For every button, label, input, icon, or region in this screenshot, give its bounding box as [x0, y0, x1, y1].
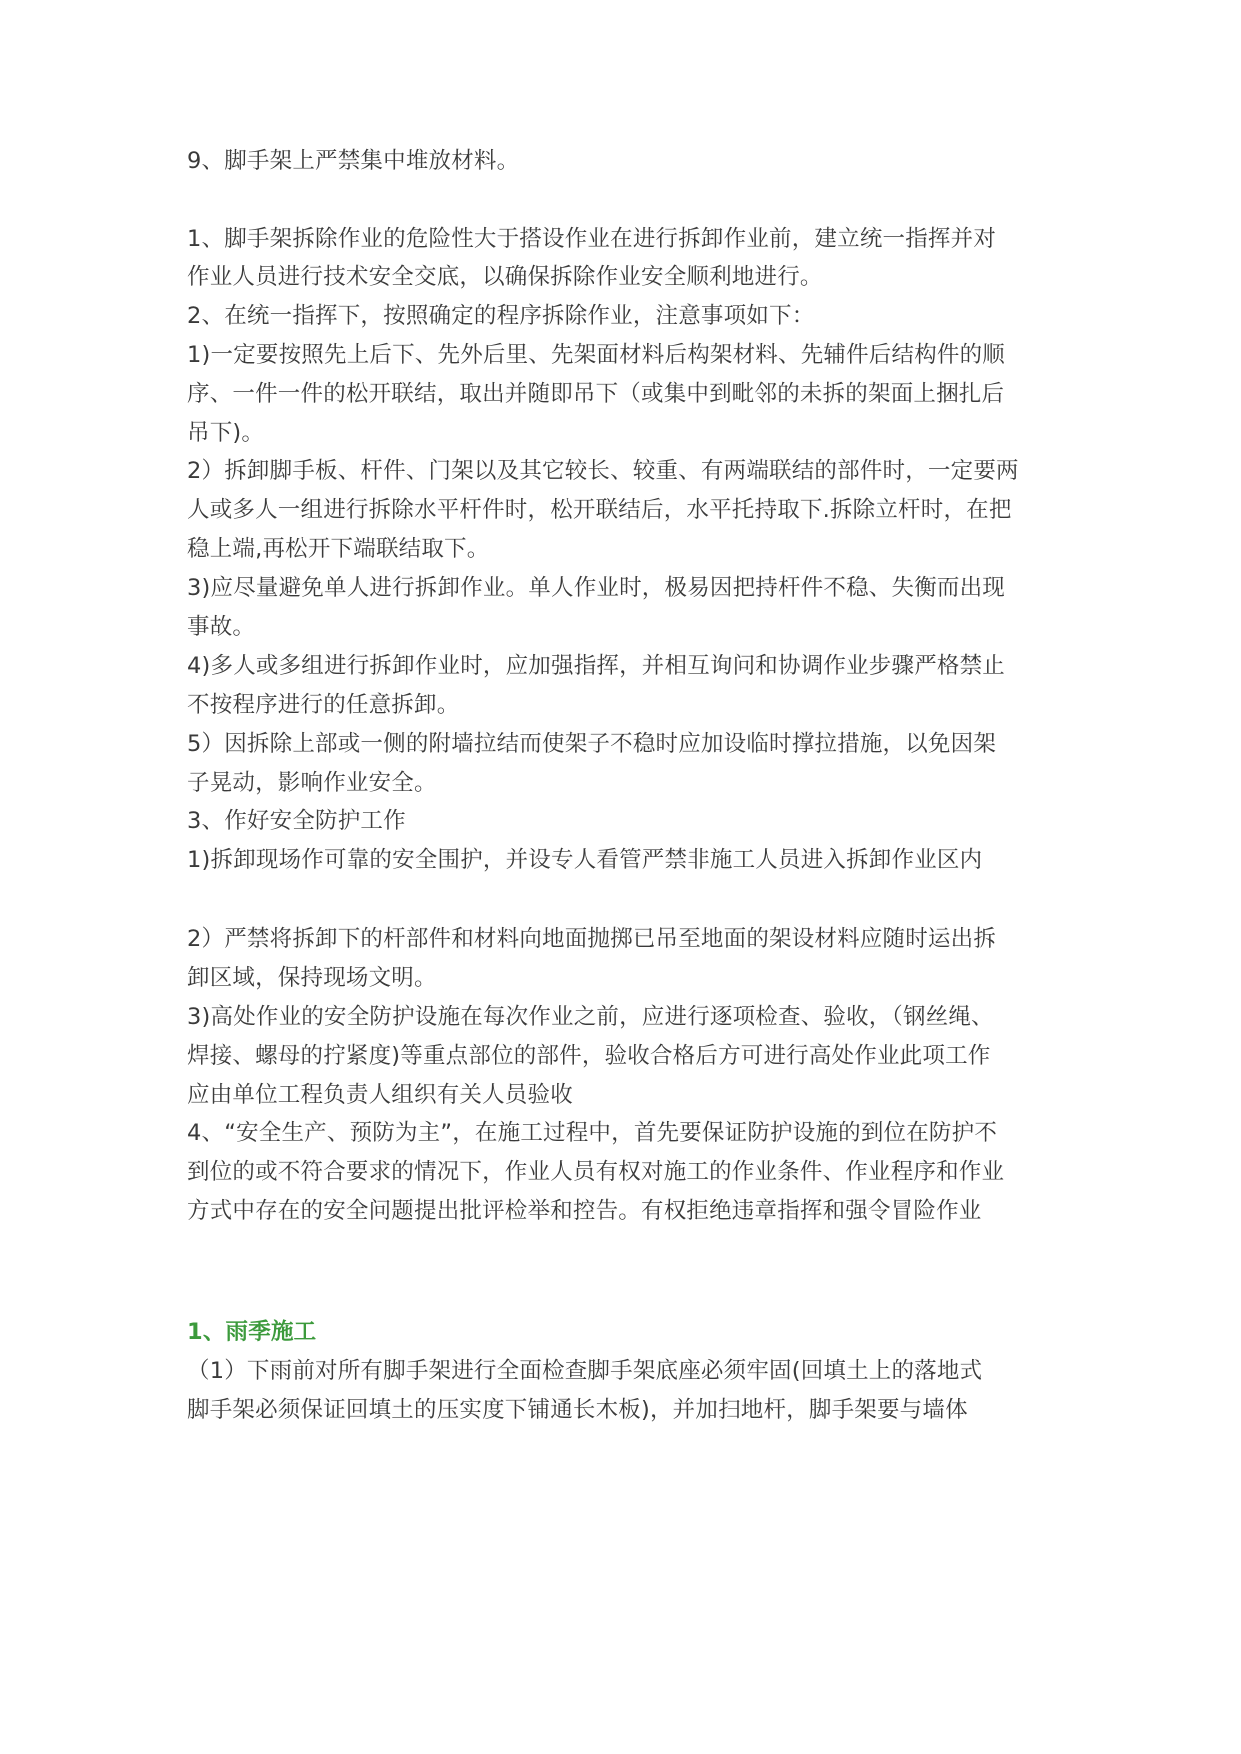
text-line: 子晃动，影响作业安全。	[187, 770, 437, 796]
text-line: 卸区域，保持现场文明。	[187, 965, 437, 991]
text-line: 3、作好安全防护工作	[187, 808, 406, 834]
text-line: 2、在统一指挥下，按照确定的程序拆除作业，注意事项如下：	[187, 303, 815, 329]
text-line: 1、脚手架拆除作业的危险性大于搭设作业在进行拆卸作业前，建立统一指挥并对	[187, 226, 997, 252]
text-line: 焊接、螺母的拧紧度)等重点部位的部件，验收合格后方可进行高处作业此项工作	[187, 1043, 991, 1069]
text-line: 不按程序进行的任意拆卸。	[187, 692, 460, 718]
text-line: 5）因拆除上部或一侧的附墙拉结而使架子不稳时应加设临时撑拉措施，以免因架	[187, 731, 997, 757]
text-line: 9、脚手架上严禁集中堆放材料。	[187, 148, 520, 174]
text-line: 事故。	[187, 614, 256, 640]
text-line: 3)高处作业的安全防护设施在每次作业之前，应进行逐项检查、验收，（钢丝绳、	[187, 1004, 994, 1030]
section-heading: 1、雨季施工	[187, 1319, 317, 1345]
text-line: 脚手架必须保证回填土的压实度下铺通长木板)，并加扫地杆，脚手架要与墙体	[187, 1397, 968, 1423]
text-line: 1)拆卸现场作可靠的安全围护，并设专人看管严禁非施工人员进入拆卸作业区内	[187, 847, 983, 873]
text-line: 序、一件一件的松开联结，取出并随即吊下（或集中到毗邻的未拆的架面上捆扎后	[187, 381, 1005, 407]
text-line: 应由单位工程负责人组织有关人员验收	[187, 1082, 573, 1108]
text-line: 4)多人或多组进行拆卸作业时，应加强指挥，并相互询问和协调作业步骤严格禁止	[187, 653, 1005, 679]
text-line: 稳上端,再松开下端联结取下。	[187, 536, 490, 562]
text-line: （1）下雨前对所有脚手架进行全面检查脚手架底座必须牢固(回填土上的落地式	[187, 1358, 983, 1384]
text-line: 作业人员进行技术安全交底，以确保拆除作业安全顺利地进行。	[187, 264, 823, 290]
text-line: 1)一定要按照先上后下、先外后里、先架面材料后构架材料、先辅件后结构件的顺	[187, 342, 1005, 368]
text-line: 人或多人一组进行拆除水平杆件时，松开联结后，水平托持取下.拆除立杆时，在把	[187, 497, 1012, 523]
text-line: 3)应尽量避免单人进行拆卸作业。单人作业时，极易因把持杆件不稳、失衡而出现	[187, 575, 1005, 601]
text-line: 吊下)。	[187, 420, 265, 446]
text-line: 2）严禁将拆卸下的杆部件和材料向地面抛掷已吊至地面的架设材料应随时运出拆	[187, 926, 997, 952]
text-line: 到位的或不符合要求的情况下，作业人员有权对施工的作业条件、作业程序和作业	[187, 1159, 1005, 1185]
text-line: 2）拆卸脚手板、杆件、门架以及其它较长、较重、有两端联结的部件时，一定要两	[187, 458, 1019, 484]
text-line: 4、“安全生产、预防为主”，在施工过程中，首先要保证防护设施的到位在防护不	[187, 1120, 998, 1146]
text-line: 方式中存在的安全问题提出批评检举和控告。有权拒绝违章指挥和强令冒险作业	[187, 1198, 982, 1224]
